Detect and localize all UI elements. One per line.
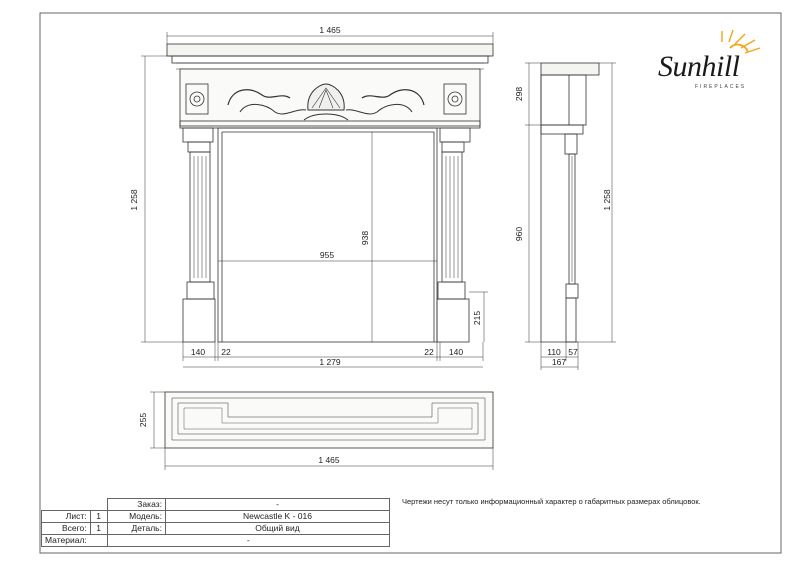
total-label: Всего:	[42, 523, 91, 535]
dim-plan-width: 1 465	[318, 455, 340, 465]
dim-opening-width: 955	[319, 250, 335, 260]
dim-front-height: 1 258	[129, 189, 139, 211]
front-view	[167, 44, 493, 342]
dim-left-pier: 140	[190, 347, 206, 357]
dim-right-pier: 140	[448, 347, 464, 357]
brand-logo	[655, 40, 765, 95]
total-number: 1	[90, 523, 107, 535]
material-value: -	[107, 535, 390, 547]
plan-view	[165, 392, 493, 448]
title-block	[41, 498, 390, 547]
model-label: Модель:	[107, 511, 165, 523]
dim-plinth-height: 215	[472, 310, 482, 326]
dim-right-gap: 22	[424, 347, 434, 357]
model-value: Newcastle K - 016	[165, 511, 389, 523]
order-label: Заказ:	[107, 499, 165, 511]
dim-inner-width: 1 279	[319, 357, 341, 367]
dim-side-leg: 960	[514, 226, 524, 242]
order-value: -	[165, 499, 389, 511]
disclaimer-note: Чертежи несут только информационный характер о габаритных размерах облицовок.	[402, 497, 701, 506]
side-dimensions	[525, 63, 616, 370]
dim-opening-height: 938	[360, 230, 370, 246]
dim-left-gap: 22	[221, 347, 231, 357]
part-value: Общий вид	[165, 523, 389, 535]
sheet-number: 1	[90, 511, 107, 523]
dim-side-frieze: 298	[514, 86, 524, 102]
dim-plan-depth: 255	[138, 412, 148, 428]
part-label: Деталь:	[107, 523, 165, 535]
dim-side-total: 1 258	[602, 189, 612, 211]
sheet-label: Лист:	[42, 511, 91, 523]
brand-logo-sub: FIREPLACES	[695, 84, 747, 90]
dim-side-base: 110	[547, 347, 561, 357]
brand-logo-word: Sunhill	[658, 50, 740, 83]
dim-side-depth: 167	[551, 357, 567, 367]
side-view	[541, 63, 599, 342]
dim-side-offset: 57	[568, 347, 578, 357]
dim-front-width: 1 465	[319, 25, 341, 35]
material-label: Материал:	[42, 535, 108, 547]
